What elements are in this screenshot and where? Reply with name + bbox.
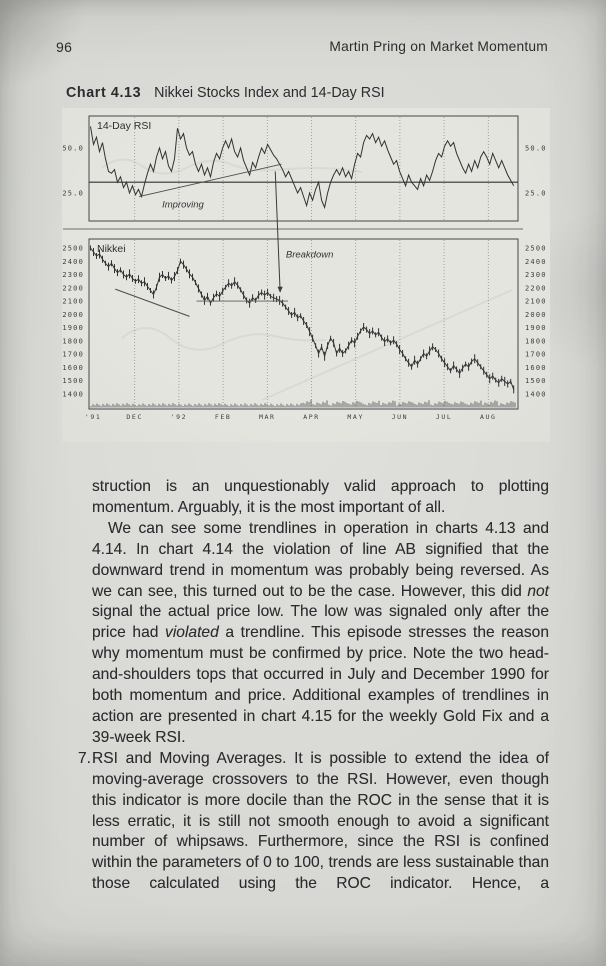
svg-text:JUL: JUL	[435, 413, 453, 421]
breakdown-label: Breakdown	[285, 249, 334, 261]
svg-text:FEB: FEB	[214, 413, 232, 421]
svg-text:'92: '92	[170, 413, 188, 421]
svg-text:JUN: JUN	[391, 413, 409, 421]
svg-text:1800: 1800	[525, 337, 547, 346]
svg-text:'91: '91	[84, 413, 102, 421]
svg-text:25.0: 25.0	[525, 189, 547, 198]
svg-text:2100: 2100	[525, 297, 547, 306]
body-text	[78, 477, 549, 895]
svg-text:2000: 2000	[525, 310, 547, 319]
chart-figure	[62, 108, 550, 442]
svg-text:1500: 1500	[62, 377, 84, 386]
svg-text:2500: 2500	[525, 244, 547, 253]
svg-text:1800: 1800	[62, 337, 84, 346]
svg-text:2200: 2200	[62, 284, 84, 293]
price-hlc-bars	[91, 246, 514, 394]
svg-text:1600: 1600	[525, 363, 547, 372]
rsi-pane-title: 14-Day RSI	[97, 120, 152, 132]
svg-text:2300: 2300	[525, 271, 547, 280]
svg-text:2000: 2000	[62, 310, 84, 319]
figure-caption: Nikkei Stocks Index and 14-Day RSI	[154, 85, 385, 101]
svg-text:APR: APR	[303, 413, 320, 421]
svg-text:1400: 1400	[525, 390, 547, 399]
svg-text:1400: 1400	[62, 390, 84, 399]
rsi-improving-trendline	[139, 164, 281, 196]
svg-text:1600: 1600	[62, 363, 84, 372]
svg-text:2400: 2400	[62, 257, 84, 266]
svg-text:2100: 2100	[62, 297, 84, 306]
svg-text:2300: 2300	[62, 271, 84, 280]
list-item-number: 7.	[78, 749, 92, 767]
svg-text:25.0: 25.0	[62, 189, 84, 198]
svg-text:1900: 1900	[62, 324, 84, 333]
price-pane-title: Nikkei	[97, 243, 126, 255]
svg-text:AUG: AUG	[480, 413, 497, 421]
running-title: Martin Pring on Market Momentum	[329, 39, 548, 54]
rsi-line-series	[91, 126, 514, 207]
svg-text:MAR: MAR	[259, 413, 276, 421]
svg-text:DEC: DEC	[126, 413, 143, 421]
breakdown-pointer-line	[275, 171, 280, 291]
page-number: 96	[56, 39, 73, 55]
svg-text:2500: 2500	[62, 244, 84, 253]
x-axis-labels	[85, 413, 497, 421]
paragraph-continuation: struction is an unquestionably valid approach to plotting momentum. Arguably, it is the most important of all.	[92, 478, 549, 516]
improving-label: Improving	[162, 199, 204, 211]
paragraph-trendlines: We can see some trendlines in operation in charts 4.13 and 4.14. In chart 4.14 the violation of line AB signified that the downward trend in momentum was probably being reversed. As we can see, this turned out to be the case. However, this did not signal the actual price low. The low was signaled only after the price had violated a trendline. This episode stresses the reason why momentum must be confirmed by price. Note the two head-and-shoulders tops that occurred in July and December 1990 for both momentum and price. Additional examples of trendlines in action are presented in chart 4.15 for the weekly Gold Fix and a 39-week RSI.	[92, 519, 549, 746]
svg-text:1700: 1700	[62, 350, 84, 359]
svg-text:1500: 1500	[525, 377, 547, 386]
svg-text:MAY: MAY	[347, 413, 364, 421]
figure-caption-row	[66, 85, 385, 101]
svg-text:50.0: 50.0	[525, 144, 547, 153]
svg-text:2400: 2400	[525, 257, 547, 266]
breakdown-arrowhead	[278, 287, 283, 293]
volume-strip	[91, 400, 515, 408]
list-item-7	[78, 749, 549, 895]
svg-text:1900: 1900	[525, 324, 547, 333]
svg-text:2200: 2200	[525, 284, 547, 293]
chart-canvas	[62, 108, 550, 442]
page-showthrough-ghost	[102, 159, 512, 400]
svg-text:50.0: 50.0	[62, 144, 84, 153]
price-close-line	[91, 248, 514, 389]
figure-label: Chart 4.13	[66, 85, 142, 101]
list-item-text: RSI and Moving Averages. It is possible to extend the idea of moving-average crossovers to the RSI. However, even though this indicator is more docile than the ROC in the sense that it is less erratic, it is still not smooth enough to avoid a significant number of whipsaws. Furthermore, since the RSI is confined within the parameters of 0 to 100, trends are less sustainable than those calculated using the ROC indicator. Hence, a	[92, 749, 549, 893]
svg-text:1700: 1700	[525, 350, 547, 359]
